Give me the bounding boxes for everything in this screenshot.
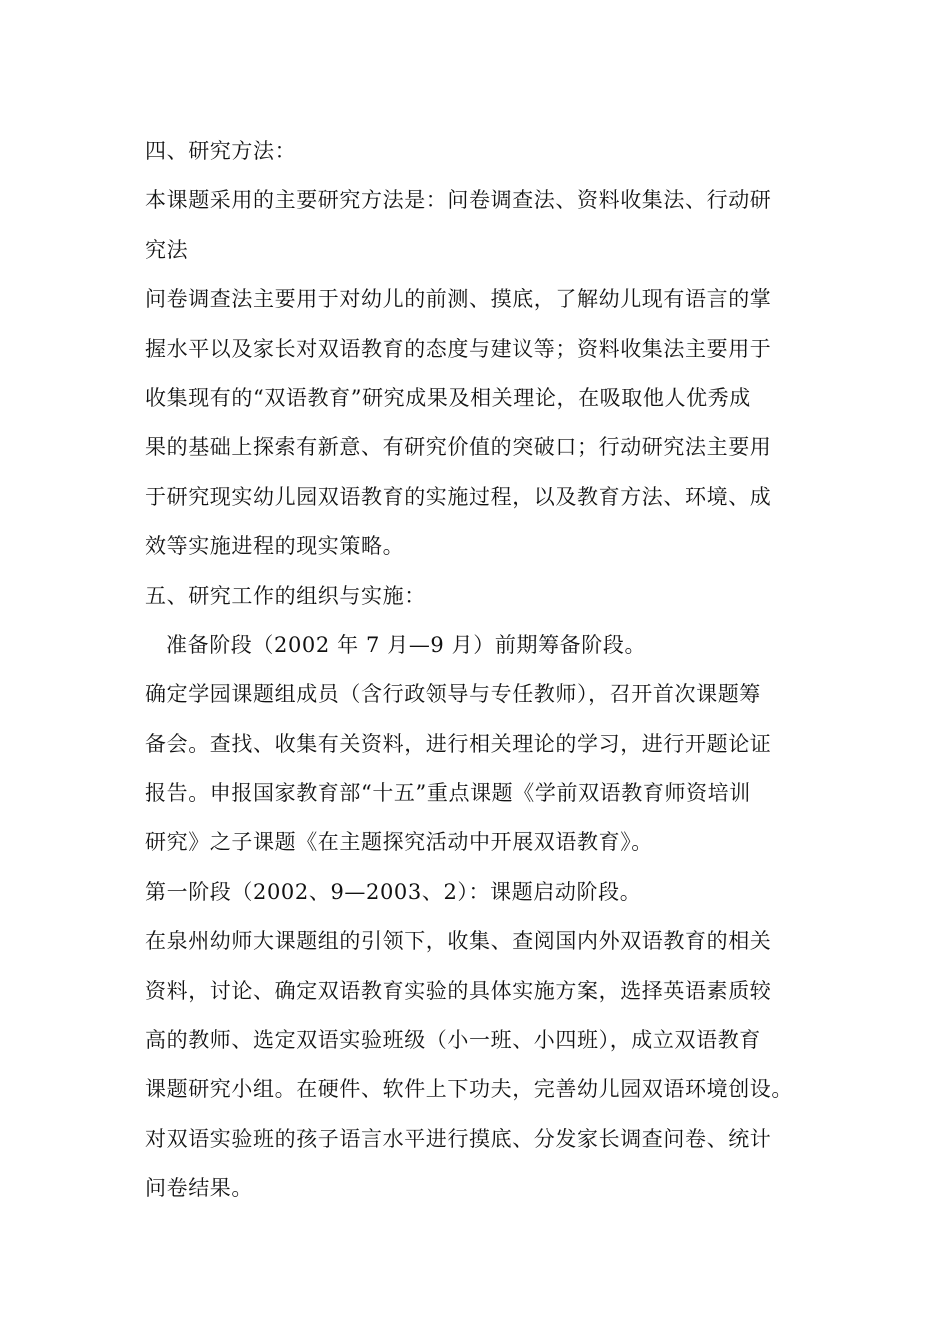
paragraph-line: 研究》之子课题《在主题探究活动中开展双语教育》。 (145, 830, 653, 855)
paragraph-line: 问卷调查法主要用于对幼儿的前测、摸底，了解幼儿现有语言的掌 (145, 287, 772, 312)
paragraph-line: 高的教师、选定双语实验班级（小一班、小四班），成立双语教育 (145, 1028, 761, 1053)
stage-heading-preparation: 准备阶段（2002 年 7 月—9 月）前期筹备阶段。 (166, 632, 647, 657)
document-body (145, 127, 810, 1214)
paragraph-line: 对双语实验班的孩子语言水平进行摸底、分发家长调查问卷、统计 (145, 1126, 772, 1151)
paragraph-line: 收集现有的“双语教育”研究成果及相关理论，在吸取他人优秀成 (145, 385, 751, 410)
paragraph-line: 报告。申报国家教育部“十五”重点课题《学前双语教育师资培训 (145, 781, 751, 806)
paragraph-line: 课题研究小组。在硬件、软件上下功夫，完善幼儿园双语环境创设。 (145, 1077, 793, 1102)
stage-heading-first: 第一阶段（2002、9—2003、2）：课题启动阶段。 (145, 879, 642, 904)
paragraph-line: 备会。查找、收集有关资料，进行相关理论的学习，进行开题论证 (145, 731, 772, 756)
paragraph-line: 本课题采用的主要研究方法是：问卷调查法、资料收集法、行动研 (145, 188, 772, 213)
paragraph-line: 在泉州幼师大课题组的引领下，收集、查阅国内外双语教育的相关 (145, 929, 772, 954)
section-heading-research-methods: 四、研究方法： (145, 139, 297, 163)
paragraph-line: 于研究现实幼儿园双语教育的实施过程，以及教育方法、环境、成 (145, 484, 772, 509)
paragraph-line: 确定学园课题组成员（含行政领导与专任教师），召开首次课题筹 (145, 682, 761, 707)
paragraph-line: 究法 (145, 237, 189, 262)
paragraph-line: 资料，讨论、确定双语教育实验的具体实施方案，选择英语素质较 (145, 978, 772, 1003)
section-heading-organization: 五、研究工作的组织与实施： (145, 583, 426, 608)
paragraph-line: 握水平以及家长对双语教育的态度与建议等；资料收集法主要用于 (145, 336, 772, 361)
paragraph-line: 果的基础上探索有新意、有研究价值的突破口；行动研究法主要用 (145, 435, 772, 460)
paragraph-line: 效等实施进程的现实策略。 (145, 534, 405, 559)
paragraph-line: 问卷结果。 (145, 1176, 253, 1201)
